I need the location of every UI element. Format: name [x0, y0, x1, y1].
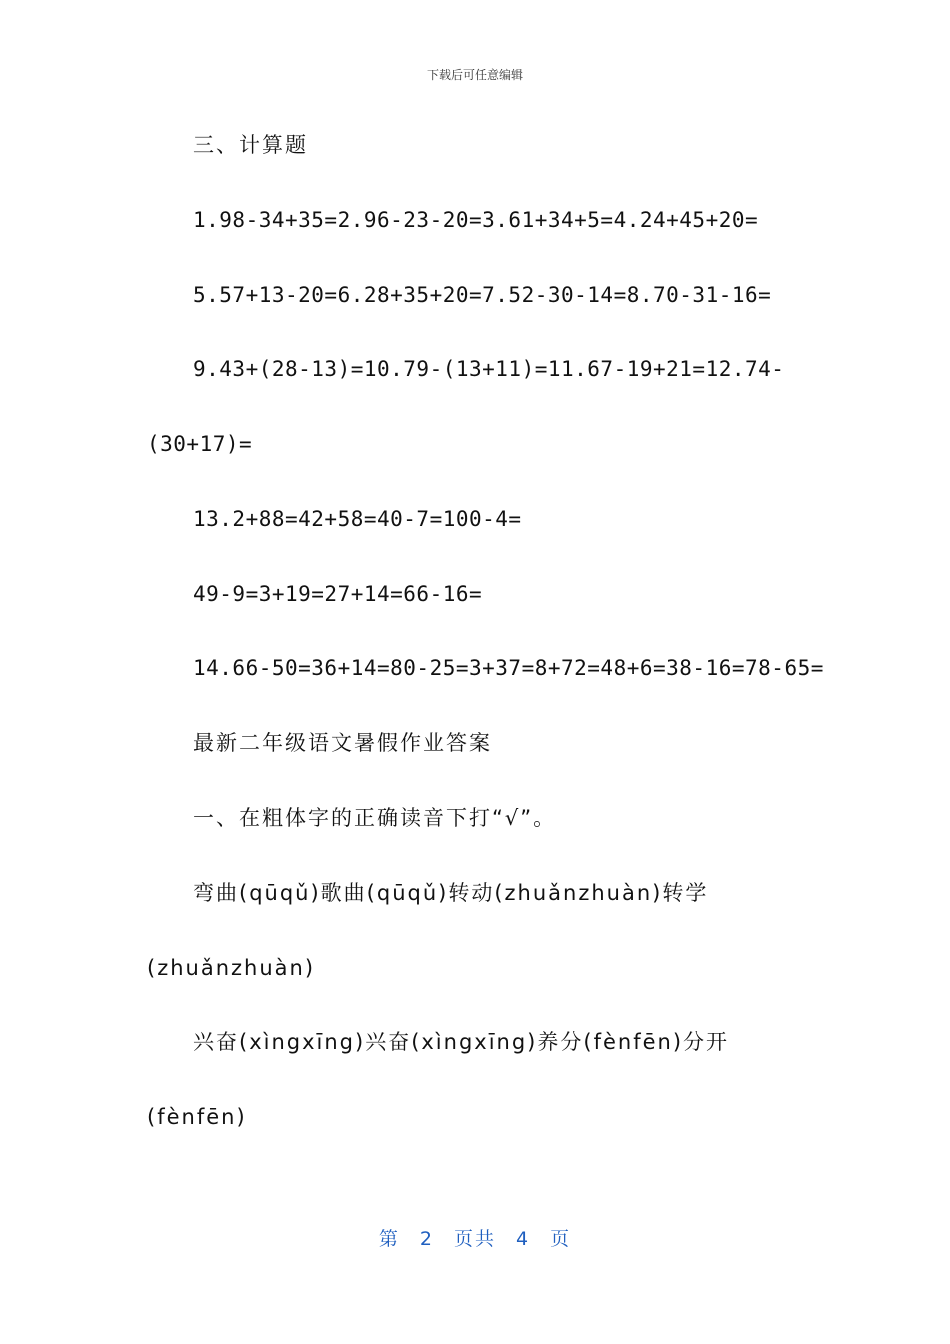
pinyin-line-1-continued: (zhuǎnzhuàn): [147, 956, 316, 980]
footer-prefix: 第: [378, 1228, 400, 1250]
footer-middle: 页共: [453, 1228, 496, 1250]
math-line-4: 13.2+88=42+58=40-7=100-4=: [193, 507, 522, 531]
math-line-2: 5.57+13-20=6.28+35+20=7.52-30-14=8.70-31-16=: [193, 283, 772, 307]
math-line-3-continued: (30+17)=: [147, 432, 253, 456]
question-1-title: 一、在粗体字的正确读音下打“√”。: [193, 806, 557, 830]
math-line-3: 9.43+(28-13)=10.79-(13+11)=11.67-19+21=12.74-: [193, 357, 785, 381]
header-note: 下载后可任意编辑: [426, 68, 523, 82]
pinyin-line-1: 弯曲(qūqǔ)歌曲(qūqǔ)转动(zhuǎnzhuàn)转学: [193, 881, 709, 905]
answers-heading: 最新二年级语文暑假作业答案: [193, 731, 492, 755]
math-line-6: 14.66-50=36+14=80-25=3+37=8+72=48+6=38-16=78-65=: [193, 656, 824, 680]
footer-page-number: 2: [419, 1228, 434, 1250]
math-line-5: 49-9=3+19=27+14=66-16=: [193, 582, 483, 606]
pinyin-line-2: 兴奋(xìngxīng)兴奋(xìngxīng)养分(fènfēn)分开: [193, 1030, 730, 1054]
section-title-calculation: 三、计算题: [193, 133, 308, 157]
math-line-1: 1.98-34+35=2.96-23-20=3.61+34+5=4.24+45+20=: [193, 208, 759, 232]
footer-total-pages: 4: [516, 1228, 531, 1250]
footer-suffix: 页: [550, 1228, 572, 1250]
pinyin-line-2-continued: (fènfēn): [147, 1105, 247, 1129]
page-footer: [0, 1226, 950, 1252]
